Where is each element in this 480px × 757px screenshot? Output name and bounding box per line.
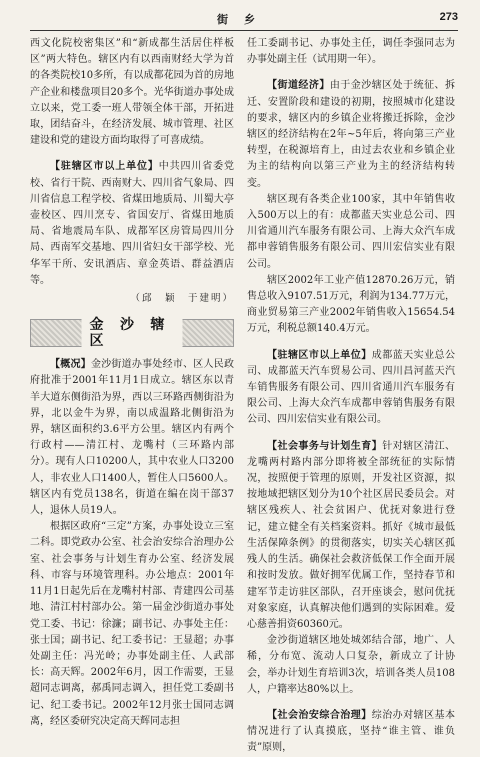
section-banner [30,317,234,350]
units-text: 中共四川省委党校、省行干院、西南财大、四川省气象局、四川省信息工程学校、省煤田地质局、川蜀大亭壶校区、四川烹专、省国安厅、省煤田地质局、省地震局车队、成都军区房管局四川分局、西南军交基地、四川省妇女干部学校、光华军干所、安讯酒店、章金英语、群益酒店等。 [30,161,234,286]
section-title: 金沙辖区 [82,317,183,349]
running-header [30,8,458,31]
economy-paragraph-3: 辖区2002年工业产值12870.26万元，销售总收入9107.51万元，利润为134.77万元，商业贸易第三产业2002年销售收入15654.54万元，利税总额140.4万元。 [247,274,455,335]
right-units-heading: 【驻辖区市以上单位】 [267,349,372,361]
social-affairs-paragraph [247,439,455,633]
social-affairs-text: 针对辖区清江、龙嘴两村路内部分即将被全部统征的实际情况，按照便于管理的原则，开发社区资源，拟按地域把辖区划分为10个社区居民委员会。对辖区残疾人、社会贫困户、优抚对象进行登记，建立健全有关档案资料。抓好《城市最低生活保障条例》的贯彻落实，切实关心辖区孤残人的生活。确保社会救济低保工作全面开展和按时发放。做好拥军优属工作，坚持春节和建军节走访驻区部队，召开座谈会，慰问优抚对象家庭，认真解决他们遇到的实际困难。爱心慈善捐资60360元。 [247,440,456,630]
continued-paragraph: 任工委副书记、办事处主任，调任李强同志为办事处副主任（试用期一年）。 [247,38,455,66]
social-affairs-heading: 【社会事务与计划生育】 [267,440,383,452]
left-column [30,36,235,727]
author-signature: （邱 颖 于建明） [130,293,234,305]
overview-text: 金沙街道办事处经市、区人民政府批准于2001年11月1日成立。辖区东以青羊大道东侧街沿为界，西以三环路西侧街沿为界，北以金牛为界，南以成温路北侧街沿为界，辖区面积约3.6平方公里。辖区内有两个行政村——清江村、龙嘴村（三环路内部分）。现有人口10200人，其中农业人口3200人，非农业人口1400人，暂住人口5600人。辖区内有党员138名，街道在编在岗干部37人，退休人员19人。 [30,359,235,517]
public-safety-paragraph [247,708,455,757]
economy-paragraph [247,78,455,191]
intro-paragraph: 西文化院校密集区”和“新成都生活居住样板区”两大特色。辖区内有以西南财经大学为首的各类院校10多所，有以成都花园为首的房地产企业和楼盘项目20多个。光华街道办事处成立以来，党工委一班人带领全体干部，开拓进取，团结奋斗，在经济发展、城市管理、社区建设和党的建设方面均取得了可喜成绩。 [30,38,234,147]
public-safety-text: 综治办对辖区基本情况进行了认真摸底，坚持“谁主管、谁负责”原则， [247,709,456,754]
overview-paragraph [30,357,234,519]
economy-text: 由于金沙辖区处于统征、拆迁、安置阶段和建设的初期，按照城市化建设的要求，辖区内的乡镇企业将搬迁拆除，金沙辖区的经济结构在2年~5年后，将向第三产业转型，在税源培育上，由过去农业和乡镇企业为主的结构向以第三产业为主的经济结构转变。 [247,80,456,189]
right-units-paragraph [247,348,455,429]
economy-paragraph-2: 辖区现有各类企业100家，其中年销售收入500万以上的有：成都蓝天实业总公司、四川省通川汽车服务有限公司、上海大众汽车成都申蓉销售服务有限公司、四川宏信实业有限公司。 [247,193,455,270]
units-paragraph [30,159,234,289]
units-heading: 【驻辖区市以上单位】 [50,161,159,173]
header-title: 街乡 [217,13,271,26]
right-column [247,36,456,754]
economy-heading: 【街道经济】 [267,80,330,92]
social-affairs-paragraph-2: 金沙街道辖区地处城郊结合部，地广、人稀，分布宽、流动人口复杂，新成立了计协会，举办计划生育培训3次，培训各类人员108人，户籍率达80%以上。 [247,635,455,695]
public-safety-heading: 【社会治安综合治理】 [267,709,372,721]
right-units-text: 成都蓝天实业总公司、成都蓝天汽车贸易公司、四川昌河蓝天汽车销售服务有限公司、四川省通川汽车服务有限公司、上海大众汽车成都申蓉销售服务有限公司、四川宏信实业有限公司。 [247,349,456,426]
overview-heading: 【概况】 [50,359,91,371]
page-number: 273 [439,11,458,23]
organization-paragraph: 根据区政府“三定”方案，办事处设立三室二科。即党政办公室、社会治安综合治理办公室、社会事务与计划生育办公室、经济发展科、市容与环境管理科。办公地点：2001年11月1日起先后在龙嘴村村部、青建四公司基地、清江村村部办公。第一届金沙街道办事处党工委、书记：徐濂；副书记、办事处主任：张士国；副书记、纪工委书记：王显超；办事处副主任：冯光岭；办事处副主任、人武部长：高天辉。2002年6月，因工作需要，王显超同志调离，郝禹同志调入，担任党工委副书记、纪工委书记。2002年12月张士国同志调离，经区委研究决定高天辉同志担 [30,521,234,727]
